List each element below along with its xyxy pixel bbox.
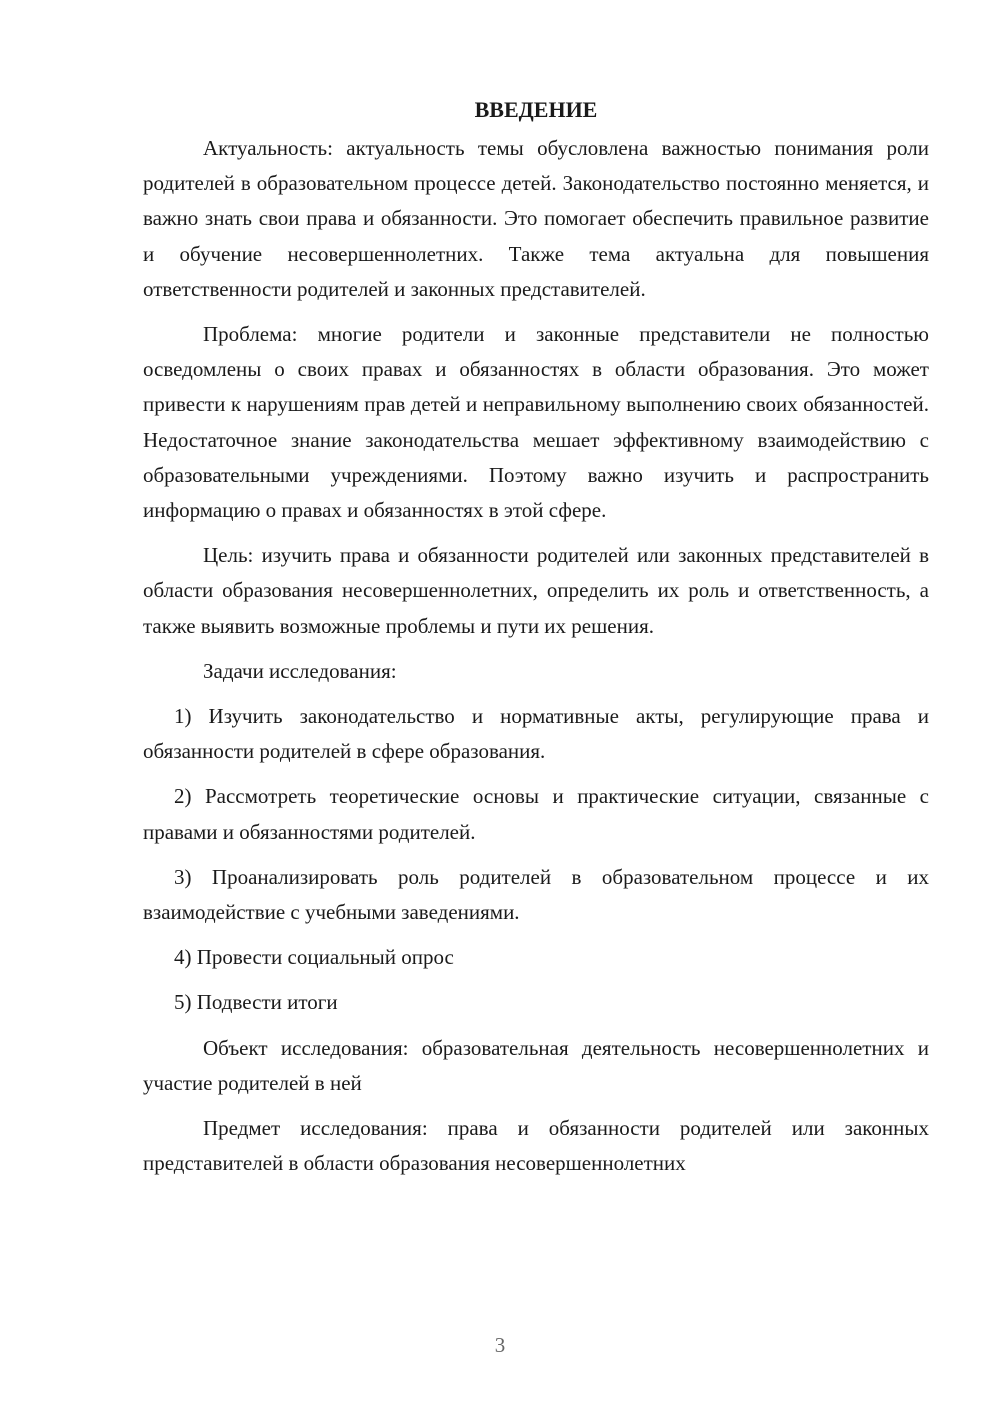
page-title: ВВЕДЕНИЕ	[474, 97, 598, 122]
problem-paragraph: Проблема: многие родители и законные представители не полностью осведомлены о своих правах и обязанностях в области образования. Это может привести к нарушениям прав детей и неправильному выполнению своих обязанностей. Недостаточное знание законодательства мешает эффективному взаимодействию с образовательными учреждениями. Поэтому важно изучить и распространить информацию о правах и обязанностях в этой сфере.	[143, 322, 929, 523]
page-number: 3	[494, 1333, 506, 1357]
document-page	[143, 92, 929, 1191]
goal-paragraph: Цель: изучить права и обязанности родителей или законных представителей в области образования несовершеннолетних, определить их роль и ответственность, а также выявить возможные проблемы и пути их решения.	[143, 543, 929, 638]
task-item: 4) Провести социальный опрос	[174, 945, 454, 970]
task-item: 1) Изучить законодательство и нормативные акты, регулирующие права и обязанности родителей в сфере образования.	[143, 704, 929, 764]
relevance-paragraph: Актуальность: актуальность темы обусловлена важностью понимания роли родителей в образовательном процессе детей. Законодательство постоянно меняется, и важно знать свои права и обязанности. Это помогает обеспечить правильное развитие и обучение несовершеннолетних. Также тема актуальна для повышения ответственности родителей и законных представителей.	[143, 136, 929, 301]
task-item: 2) Рассмотреть теоретические основы и практические ситуации, связанные с правами и обязанностями родителей.	[143, 784, 929, 844]
task-item: 5) Подвести итоги	[174, 990, 338, 1015]
tasks-title: Задачи исследования:	[203, 658, 397, 683]
research-subject-paragraph: Предмет исследования: права и обязанности родителей или законных представителей в области образования несовершеннолетних	[143, 1116, 929, 1176]
task-item: 3) Проанализировать роль родителей в образовательном процессе и их взаимодействие с учебными заведениями.	[143, 864, 929, 925]
research-object-paragraph: Объект исследования: образовательная деятельность несовершеннолетних и участие родителей в ней	[143, 1035, 929, 1095]
